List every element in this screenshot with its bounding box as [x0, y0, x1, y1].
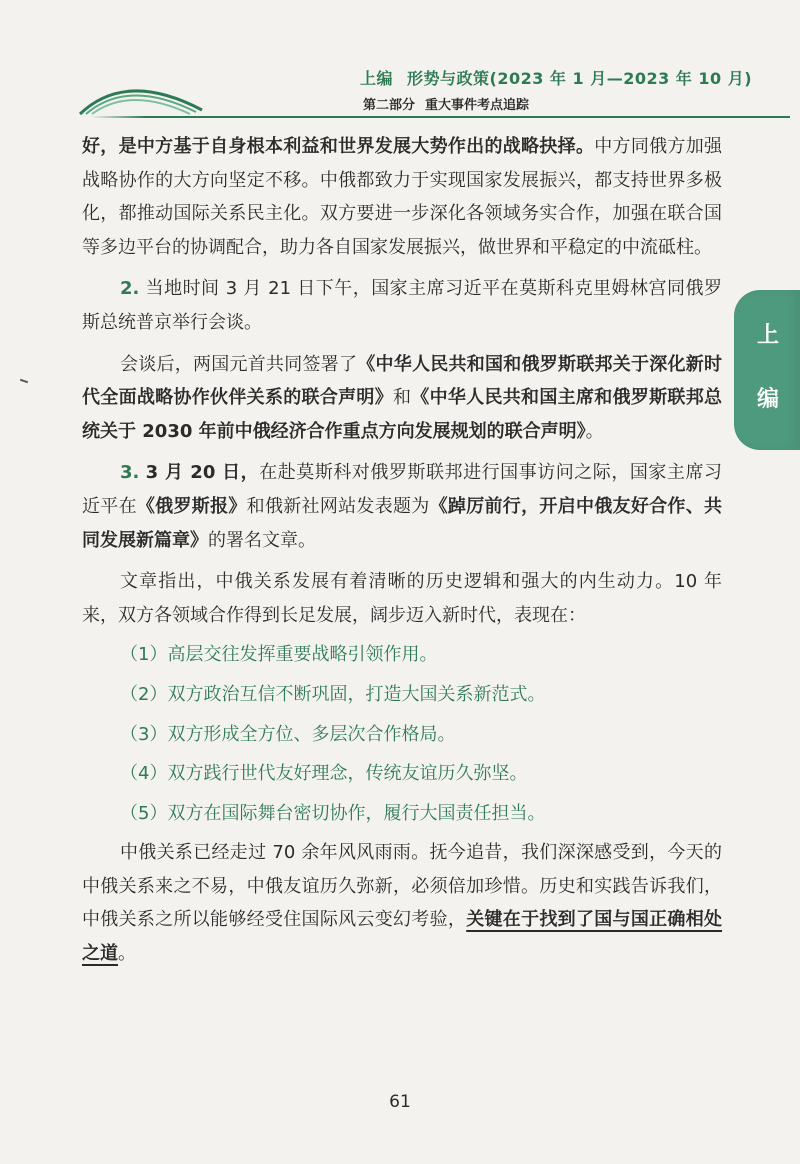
- page-number: 61: [389, 1092, 411, 1112]
- header-section-no: 第二部分: [363, 98, 416, 113]
- header-rule: [90, 116, 790, 118]
- paragraph-7: [82, 836, 722, 970]
- point-5: （5）双方在国际舞台密切协作，履行大国责任担当。: [120, 802, 546, 824]
- point-2: （2）双方政治互信不断巩固，打造大国关系新范式。: [120, 683, 546, 705]
- header-title: [360, 66, 752, 89]
- item-3-d: 和俄新社网站发表题为: [246, 495, 430, 517]
- page-body: [82, 130, 722, 971]
- side-tab: [734, 290, 800, 450]
- item-3-c: 《俄罗斯报》: [136, 495, 247, 517]
- header-section-title: 重大事件考点追踪: [425, 98, 530, 113]
- point-1: （1）高层交往发挥重要战略引领作用。: [120, 644, 438, 666]
- paragraph-7-c: 。: [118, 943, 136, 965]
- pen-mark: [20, 379, 28, 384]
- item-3-number: 3.: [120, 462, 140, 484]
- item-3-e: 《踔厉前行，开启中俄友好合作、共同发展新篇章》: [82, 495, 723, 551]
- paragraph-3-a: 会谈后，两国元首共同签署了: [120, 353, 358, 375]
- item-2: [82, 272, 722, 339]
- paragraph-7-underlined: 关键在于找到了国与国正确相处之道: [82, 909, 723, 965]
- item-3-b: 在赴莫斯科对俄罗斯联邦进行国事访问之际，国家主席习近平在: [82, 462, 723, 517]
- paragraph-3-c: 和: [393, 387, 412, 409]
- header-subtitle: [363, 94, 529, 113]
- side-tab-char-2: 编: [756, 387, 779, 412]
- item-3-date: 3 月 20 日，: [145, 462, 260, 484]
- item-3-f: 的署名文章。: [208, 529, 316, 551]
- header-part: 上编: [360, 69, 394, 88]
- paragraph-3-d: 《中华人民共和国主席和俄罗斯联邦总统关于 2030 年前中俄经济合作重点方向发展规划的联合声明》: [82, 387, 723, 442]
- paragraph-1-text: 中方同俄方加强战略协作的大方向坚定不移。中俄都致力于实现国家发展振兴，都支持世界多极化，都推动国际关系民主化。双方要进一步深化各领域务实合作，加强在联合国等多边平台的协调配合，助力各自国家发展振兴，做世界和平稳定的中流砥柱。: [82, 136, 722, 258]
- point-4: （4）双方践行世代友好理念，传统友谊历久弥坚。: [120, 763, 528, 785]
- paragraph-1-bold: 好，是中方基于自身根本利益和世界发展大势作出的战略抉择。: [82, 136, 595, 157]
- side-tab-char-1: 上: [756, 323, 779, 348]
- paragraph-5: 文章指出，中俄关系发展有着清晰的历史逻辑和强大的内生动力。10 年来，双方各领域合作得到长足发展，阔步迈入新时代，表现在：: [82, 571, 722, 626]
- paragraph-7-a: 中俄关系已经走过 70 余年风风雨雨。抚今追昔，我们深深感受到，今天的中俄关系来之不易，中俄友谊历久弥新，必须倍加珍惜。历史和实践告诉我们，中俄关系之所以能够经受住国际风云变幻考验，: [82, 842, 722, 931]
- paragraph-3-b: 《中华人民共和国和俄罗斯联邦关于深化新时代全面战略协作伙伴关系的联合声明》: [82, 353, 722, 409]
- paragraph-1: [82, 130, 722, 264]
- point-3: （3）双方形成全方位、多层次合作格局。: [120, 723, 456, 745]
- header-book-title: 形势与政策(2023 年 1 月—2023 年 10 月): [407, 69, 753, 88]
- item-3: [82, 456, 722, 557]
- header-arc-decoration: [76, 70, 206, 118]
- item-2-text: 当地时间 3 月 21 日下午，国家主席习近平在莫斯科克里姆林宫同俄罗斯总统普京举行会谈。: [82, 278, 722, 333]
- item-2-number: 2.: [120, 278, 140, 300]
- paragraph-3: [82, 348, 722, 449]
- paragraph-3-e: 。: [585, 420, 604, 442]
